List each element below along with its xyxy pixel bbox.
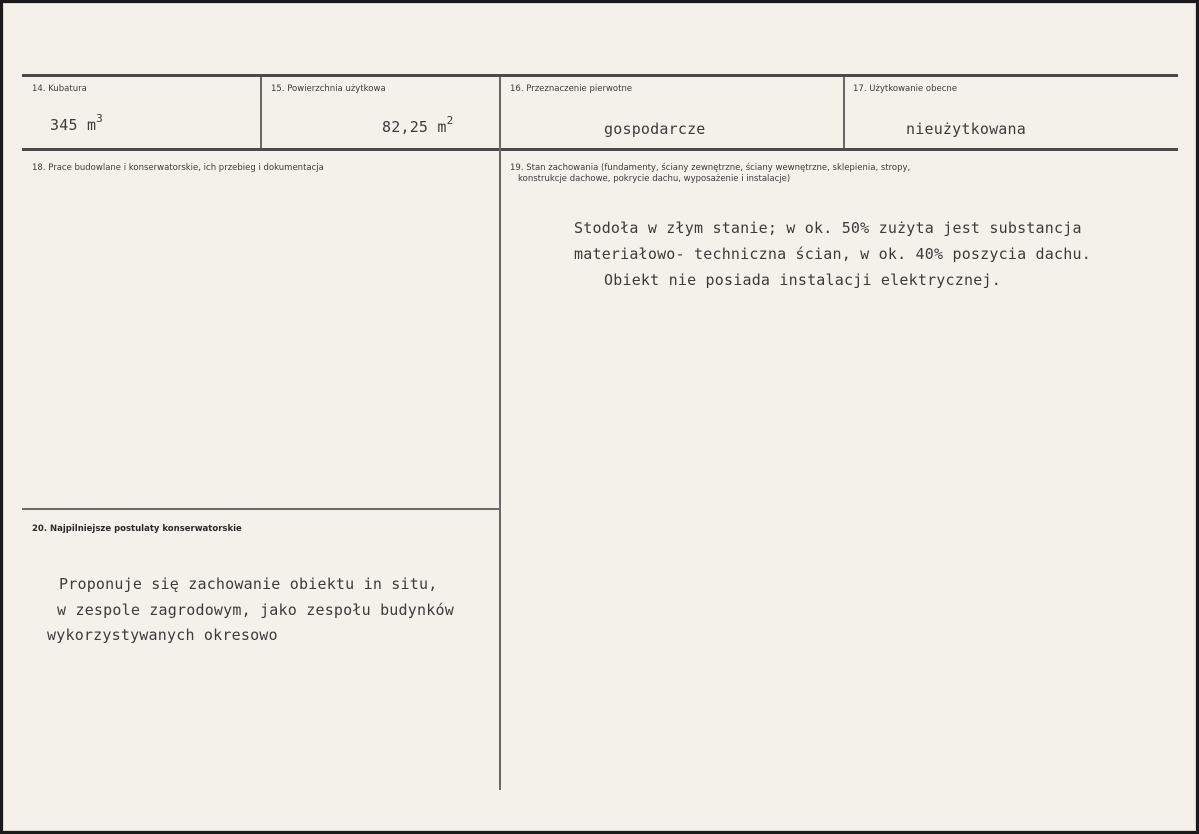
field-17-label: 17. Użytkowanie obecne xyxy=(853,84,958,94)
postulaty-line-1: Proponuje się zachowanie obiektu in situ, xyxy=(59,575,438,593)
field-16-label: 16. Przeznaczenie pierwotne xyxy=(510,84,633,94)
section-20-rule xyxy=(22,508,499,510)
stan-line-1: Stodoła w złym stanie; w ok. 50% zużyta jest substancja xyxy=(574,219,1082,237)
kubatura-unit: m xyxy=(86,116,97,134)
powierzchnia-number: 82,25 xyxy=(382,118,429,136)
field-14-value xyxy=(50,114,103,134)
field-15-value xyxy=(382,116,453,136)
kubatura-exp: 3 xyxy=(96,112,103,125)
field-16-value: gospodarcze xyxy=(604,120,706,138)
postulaty-line-3: wykorzystywanych okresowo xyxy=(47,626,278,644)
stan-line-2: materiałowo- techniczna ścian, w ok. 40% poszycia dachu. xyxy=(574,245,1091,263)
divider-15-16 xyxy=(499,77,501,790)
divider-14-15 xyxy=(260,77,262,148)
powierzchnia-unit: m xyxy=(437,118,447,136)
top-rule xyxy=(22,74,1178,77)
field-19-label-line1: 19. Stan zachowania (fundamenty, ściany zewnętrzne, ściany wewnętrzne, sklepienia, stropy, xyxy=(510,163,911,173)
field-17-value: nieużytkowana xyxy=(906,120,1026,138)
field-19-label-line2: konstrukcje dachowe, pokrycie dachu, wyposażenie i instalacje) xyxy=(518,174,791,184)
divider-16-17 xyxy=(843,77,845,148)
row-divider-rule xyxy=(22,148,1178,151)
postulaty-line-2: w zespole zagrodowym, jako zespołu budynków xyxy=(57,601,454,619)
stan-line-3: Obiekt nie posiada instalacji elektrycznej. xyxy=(604,271,1001,289)
field-20-label: 20. Najpilniejsze postulaty konserwatorskie xyxy=(32,524,242,534)
field-18-label: 18. Prace budowlane i konserwatorskie, ich przebieg i dokumentacja xyxy=(32,163,324,173)
kubatura-number: 345 xyxy=(50,116,78,134)
field-14-label: 14. Kubatura xyxy=(32,84,87,94)
powierzchnia-exp: 2 xyxy=(446,114,454,127)
field-15-label: 15. Powierzchnia użytkowa xyxy=(271,84,386,94)
